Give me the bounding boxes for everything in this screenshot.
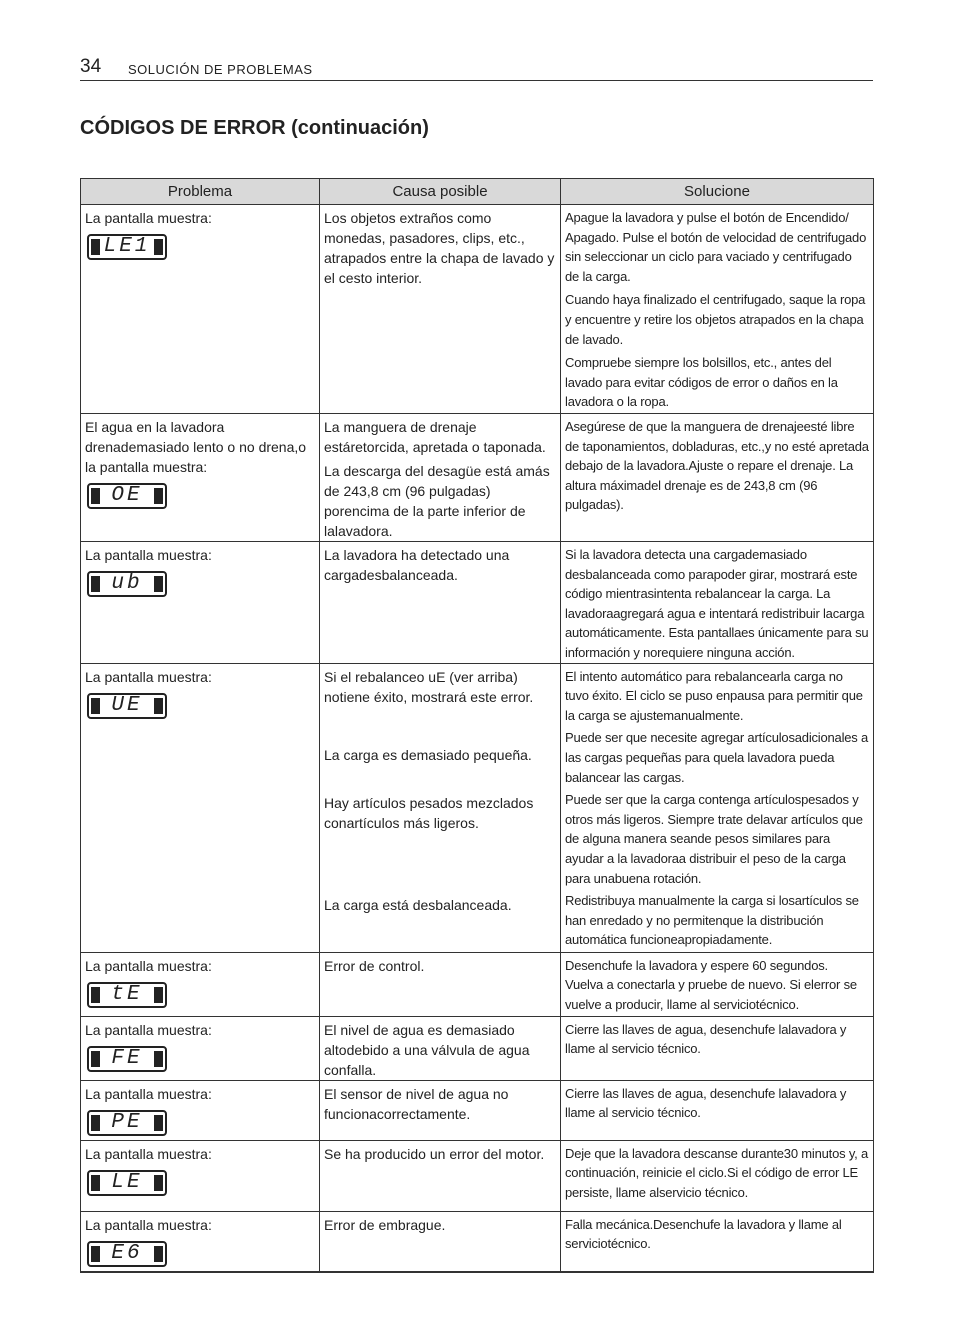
error-code-display <box>87 1170 167 1196</box>
problem-text: La pantalla muestra: <box>85 668 212 685</box>
solution-text: Cuando haya finalizado el centrifugado, saque la ropa y encuentre y retire los objetos atrapados en la chapa de lavado. <box>565 292 866 347</box>
cause-text: La carga es demasiado pequeña. <box>324 746 532 763</box>
cause-cell <box>320 1080 561 1140</box>
solution-text: Puede ser que la carga contenga artículospesados y otros más ligeros. Siempre trate delavar artículos que de alguna manera seande pesos similares para ayudar a la lavadoraa distribuir el peso de la carga para unabuena rotación. <box>565 792 863 886</box>
problem-cell <box>81 414 320 542</box>
cause-text: El sensor de nivel de agua no funcionacorrectamente. <box>324 1085 509 1122</box>
error-code-display <box>87 483 167 509</box>
error-code: tE <box>111 982 143 1006</box>
error-code: FE <box>111 1046 143 1070</box>
cause-text: La descarga del desagüe está amás de 243,8 cm (96 pulgadas) porencima de la parte inferior de lalavadora. <box>324 463 550 539</box>
solution-text: Redistribuya manualmente la carga si losartículos se han enredado y no permitenque la distribución automática funcioneapropiadamente. <box>565 893 859 948</box>
header-problema: Problema <box>81 179 320 205</box>
header-causa: Causa posible <box>320 179 561 205</box>
table-row <box>81 1140 874 1211</box>
solution-text: Puede ser que necesite agregar artículosadicionales a las cargas pequeñas para quela lavadora pueda balancear las cargas. <box>565 730 869 785</box>
table-header-row <box>81 179 874 205</box>
problem-cell <box>81 542 320 664</box>
solution-text: Compruebe siempre los bolsillos, etc., antes del lavado para evitar códigos de error o daños en la lavadora o la ropa. <box>565 355 838 410</box>
problem-cell <box>81 1080 320 1140</box>
cause-cell <box>320 542 561 664</box>
solution-text: Cierre las llaves de agua, desenchufe lalavadora y llame al servicio técnico. <box>565 1021 847 1057</box>
solution-cell <box>561 1140 874 1211</box>
cause-cell <box>320 1211 561 1272</box>
solution-cell <box>561 952 874 1016</box>
solution-cell <box>561 1211 874 1272</box>
problem-text: La pantalla muestra: <box>85 957 212 974</box>
cause-text: Error de control. <box>324 957 425 974</box>
error-code-display <box>87 1241 167 1267</box>
table-row <box>81 952 874 1016</box>
solution-text: Si la lavadora detecta una cargademasiado desbalanceada como parapoder girar, mostrará este código mientrasintenta rebalancear la carga. La lavadoraagregará agua e intentará redistribuir lacarga automáticamente. Esta pantallaes únicamente para su información y norequiere ninguna acción. <box>565 547 869 660</box>
solution-cell <box>561 205 874 414</box>
cause-text: Los objetos extraños como monedas, pasadores, clips, etc., atrapados entre la chapa de lavado y el cesto interior. <box>324 210 555 286</box>
problem-text: La pantalla muestra: <box>85 1021 212 1038</box>
error-code-display <box>87 571 167 597</box>
cause-text: Hay artículos pesados mezclados conartículos más ligeros. <box>324 794 534 831</box>
error-code: UE <box>111 693 143 717</box>
cause-cell <box>320 205 561 414</box>
cause-cell <box>320 952 561 1016</box>
problem-text: El agua en la lavadora drenademasiado lento o no drena,o la pantalla muestra: <box>85 419 307 475</box>
problem-cell <box>81 1016 320 1080</box>
cause-cell <box>320 1016 561 1080</box>
cause-cell <box>320 1140 561 1211</box>
solution-cell <box>561 1080 874 1140</box>
page-header <box>80 56 873 81</box>
problem-cell <box>81 1140 320 1211</box>
cause-text: Si el rebalanceo uE (ver arriba) notiene éxito, mostrará este error. <box>324 668 534 705</box>
table-row <box>81 414 874 542</box>
solution-cell <box>561 542 874 664</box>
solution-text: Falla mecánica.Desenchufe la lavadora y llame al serviciotécnico. <box>565 1216 842 1252</box>
error-code: LE <box>111 1170 143 1194</box>
page-number: 34 <box>80 56 102 77</box>
solution-text: Apague la lavadora y pulse el botón de Encendido/ Apagado. Pulse el botón de velocidad de centrifugado sin seleccionar un ciclo para vaciado y centrifugado de la carga. <box>565 210 867 284</box>
header-solucione: Solucione <box>561 179 874 205</box>
error-code: ub <box>111 572 143 595</box>
cause-text: La carga está desbalanceada. <box>324 896 512 913</box>
table-row <box>81 1211 874 1272</box>
error-code: LE1 <box>103 235 151 258</box>
solution-text: Asegúrese de que la manguera de drenajeesté libre de taponamientos, dobladuras, etc.,y no esté apretada debajo de la lavadora.Ajuste o repare el drenaje. La altura máximadel drenaje es de 243,8 cm (96 pulgadas). <box>565 419 869 513</box>
page-title: CÓDIGOS DE ERROR (continuación) <box>80 117 429 139</box>
table-row <box>81 663 874 952</box>
table-row <box>81 1080 874 1140</box>
solution-text: El intento automático para rebalancearla carga no tuvo éxito. El ciclo se puso enpausa para permitir que la carga se ajustemanualmente. <box>565 668 863 723</box>
error-code-display <box>87 234 167 260</box>
cause-text: Error de embrague. <box>324 1216 446 1233</box>
problem-cell <box>81 952 320 1016</box>
solution-text: Cierre las llaves de agua, desenchufe lalavadora y llame al servicio técnico. <box>565 1085 847 1121</box>
error-code: OE <box>111 484 143 507</box>
problem-text: La pantalla muestra: <box>85 1216 212 1233</box>
solution-cell <box>561 1016 874 1080</box>
error-code-display <box>87 982 167 1008</box>
table-row <box>81 205 874 414</box>
error-code: E6 <box>111 1241 143 1265</box>
error-code-display <box>87 1110 167 1136</box>
table-row <box>81 542 874 664</box>
problem-text: La pantalla muestra: <box>85 210 212 226</box>
section-title: SOLUCIÓN DE PROBLEMAS <box>128 62 313 77</box>
error-codes-table <box>80 178 874 1273</box>
cause-text: Se ha producido un error del motor. <box>324 1145 545 1162</box>
problem-text: La pantalla muestra: <box>85 547 212 563</box>
solution-cell <box>561 414 874 542</box>
problem-cell <box>81 663 320 952</box>
cause-text: La manguera de drenaje estáretorcida, apretada o taponada. <box>324 419 546 455</box>
cause-cell <box>320 414 561 542</box>
solution-text: Desenchufe la lavadora y espere 60 segundos. Vuelva a conectarla y pruebe de nuevo. Si elerror se vuelve a producir, llame al serviciotécnico. <box>565 957 857 1012</box>
cause-text: La lavadora ha detectado una cargadesbalanceada. <box>324 547 510 583</box>
error-code: PE <box>111 1110 143 1134</box>
problem-text: La pantalla muestra: <box>85 1145 212 1162</box>
problem-text: La pantalla muestra: <box>85 1085 212 1102</box>
table-row <box>81 1016 874 1080</box>
problem-cell <box>81 1211 320 1272</box>
problem-cell <box>81 205 320 414</box>
error-code-display <box>87 693 167 719</box>
solution-cell <box>561 663 874 952</box>
cause-text: El nivel de agua es demasiado altodebido a una válvula de agua confalla. <box>324 1021 530 1078</box>
error-code-display <box>87 1046 167 1072</box>
cause-cell <box>320 663 561 952</box>
solution-text: Deje que la lavadora descanse durante30 minutos y, a continuación, reinicie el ciclo.Si el código de error LE persiste, llame alservicio técnico. <box>565 1145 869 1200</box>
